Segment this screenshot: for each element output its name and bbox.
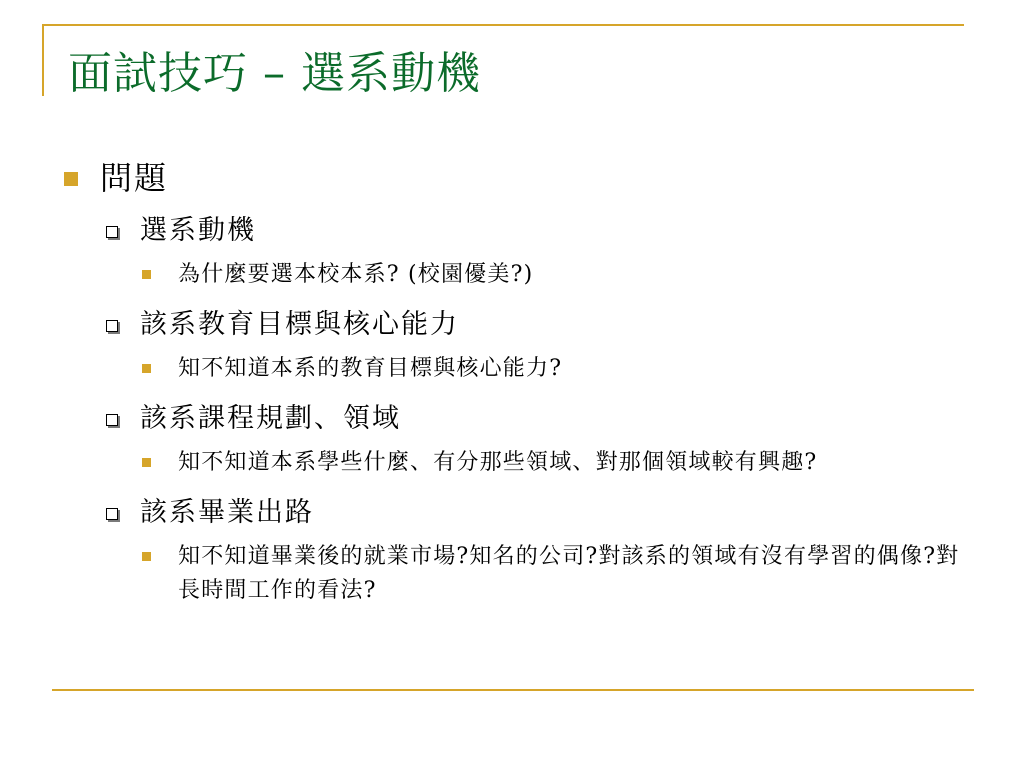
heading-text: 問題 xyxy=(100,159,169,197)
slide-title: 面試技巧 – 選系動機 xyxy=(68,48,481,99)
slide-body xyxy=(60,156,970,622)
bottom-divider xyxy=(52,689,974,691)
section-label: 該系課程規劃、領域 xyxy=(140,403,401,434)
small-square-bullet-icon xyxy=(142,364,151,373)
section-item xyxy=(60,306,970,344)
top-divider xyxy=(42,24,964,26)
section-item xyxy=(60,494,970,532)
hollow-square-bullet-icon xyxy=(106,226,118,238)
section-label: 選系動機 xyxy=(140,215,256,246)
section-detail xyxy=(60,258,970,292)
section-detail xyxy=(60,352,970,386)
hollow-square-bullet-icon xyxy=(106,320,118,332)
small-square-bullet-icon xyxy=(142,270,151,279)
section-detail-text: 知不知道畢業後的就業市場?知名的公司?對該系的領域有沒有學習的偶像?對長時間工作的看法? xyxy=(178,544,960,603)
small-square-bullet-icon xyxy=(142,552,151,561)
section-detail-text: 知不知道本系的教育目標與核心能力? xyxy=(178,356,563,381)
section-detail-text: 知不知道本系學些什麼、有分那些領域、對那個領域較有興趣? xyxy=(178,450,818,475)
hollow-square-bullet-icon xyxy=(106,508,118,520)
bullet-heading xyxy=(60,156,970,200)
section-detail-text: 為什麼要選本校本系? (校園優美?) xyxy=(178,262,534,287)
small-square-bullet-icon xyxy=(142,458,151,467)
section-detail xyxy=(60,540,970,608)
section-item xyxy=(60,212,970,250)
section-label: 該系畢業出路 xyxy=(140,497,314,528)
square-bullet-icon xyxy=(64,172,78,186)
left-accent-rule xyxy=(42,24,44,96)
hollow-square-bullet-icon xyxy=(106,414,118,426)
section-detail xyxy=(60,446,970,480)
section-item xyxy=(60,400,970,438)
section-label: 該系教育目標與核心能力 xyxy=(140,309,459,340)
